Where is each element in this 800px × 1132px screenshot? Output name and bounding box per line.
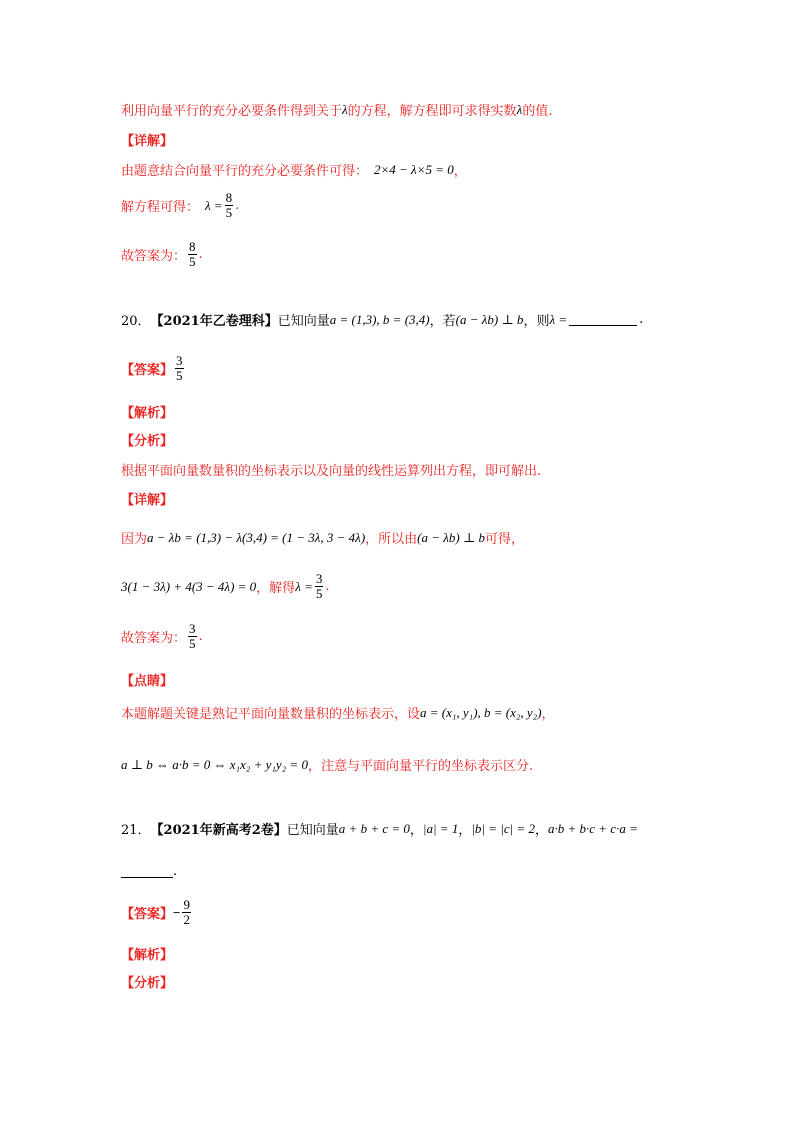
equation: a = (x₁, y₁), b = (x₂, y₂) (420, 704, 542, 720)
text: 由题意结合向量平行的充分必要条件可得： (121, 164, 369, 179)
text: 的方程，解方程即可求得实数 (347, 104, 517, 119)
fraction: $\frac{8}{5}$ (189, 239, 196, 269)
answer-blank (121, 865, 173, 878)
answer-line-2 (121, 622, 203, 651)
fraction: $\frac{3}{5}$ (176, 353, 183, 383)
question-number: 21． (121, 823, 151, 838)
text: 的值. (522, 104, 553, 119)
text: 故答案为： (121, 249, 187, 264)
text: 已知向量 (286, 823, 339, 838)
text: ，注意与平面向量平行的坐标表示区分. (307, 759, 534, 774)
section-detail-heading: 【详解】 (121, 134, 174, 149)
remark-line-1 (121, 703, 555, 722)
equation: a − λb = (1,3) − λ(3,4) = (1 − 3λ, 3 − 4λ) (147, 529, 366, 545)
text: . (198, 629, 203, 644)
text: 利用向量平行的充分必要条件得到关于 (121, 104, 343, 119)
answer-label: 【答案】 (121, 363, 174, 378)
text: 已知向量 (277, 314, 330, 329)
lambda: λ (516, 101, 523, 117)
answer-label: 【答案】 (121, 907, 174, 922)
section-parse-heading: 【解析】 (121, 406, 174, 421)
equation: λ = (295, 578, 313, 594)
answer-line-1 (121, 240, 203, 269)
section-remark-heading: 【点睛】 (121, 674, 174, 689)
section-analysis-heading: 【分析】 (121, 434, 174, 449)
equation: a + b + c = 0 (338, 820, 410, 836)
minus-sign: − (173, 904, 181, 920)
text: . (235, 198, 240, 213)
equation: a = (1,3), b = (3,4) (329, 311, 430, 327)
question-21-blank-line (121, 864, 177, 879)
section-analysis-heading: 【分析】 (121, 976, 174, 991)
text: 解方程可得： (121, 200, 200, 215)
section-detail-heading: 【详解】 (121, 493, 174, 508)
equation: 3(1 − 3λ) + 4(3 − 4λ) = 0 (121, 578, 257, 594)
text: . (639, 312, 644, 327)
analysis-text-2: 根据平面向量数量积的坐标表示以及向量的线性运算列出方程，即可解出. (121, 464, 542, 479)
equation: λ = (549, 311, 568, 327)
text: ， (541, 707, 555, 722)
text: ， (409, 823, 423, 838)
equation: (a − λb) ⊥ b (417, 529, 485, 545)
question-source: 【2021年新高考2卷】 (150, 823, 287, 838)
remark-line-2 (121, 755, 533, 774)
answer-20 (121, 354, 186, 383)
detail-line-4 (121, 572, 329, 601)
equation: |a| = 1 (422, 820, 459, 836)
question-number: 20． (121, 314, 151, 329)
question-20 (121, 310, 643, 329)
text: ，解得 (256, 581, 296, 596)
fraction: $\frac{8}{5}$ (225, 190, 233, 220)
question-21 (121, 819, 638, 838)
text: . (198, 247, 203, 262)
fraction: $\frac{9}{2}$ (183, 897, 190, 927)
equation: λ = (205, 197, 223, 213)
text: 故答案为： (121, 631, 187, 646)
text: ，则 (523, 314, 550, 329)
fraction: $\frac{3}{5}$ (315, 571, 323, 601)
section-parse-heading: 【解析】 (121, 948, 174, 963)
equation: (a − λb) ⊥ b (455, 311, 524, 327)
text: . (325, 579, 330, 594)
lambda: λ (342, 101, 348, 117)
text: ，若 (429, 314, 456, 329)
answer-21 (121, 898, 193, 927)
equation: a ⊥ b ⇔ a·b = 0 ⇔ x₁x₂ + y₁y₂ = 0 (121, 756, 308, 772)
fraction: $\frac{3}{5}$ (189, 621, 196, 651)
text: . (173, 864, 178, 879)
analysis-text-1 (121, 100, 552, 119)
equation: a·b + b·c + c·a = (547, 820, 638, 836)
equation: |b| = |c| = 2 (471, 820, 535, 836)
text: 可得， (484, 532, 524, 547)
detail-line-3 (121, 528, 524, 547)
detail-line-1 (121, 160, 467, 179)
text: ， (534, 823, 548, 838)
detail-line-2 (121, 191, 239, 220)
equation: 2×4 − λ×5 = 0 (374, 161, 454, 177)
text: 本题解题关键是熟记平面向量数量积的坐标表示，设 (121, 707, 421, 722)
answer-blank (569, 313, 637, 326)
text: ， (453, 164, 467, 179)
text: 因为 (121, 532, 148, 547)
text: ，所以由 (365, 532, 418, 547)
text: ， (458, 823, 472, 838)
question-source: 【2021年乙卷理科】 (150, 314, 278, 329)
